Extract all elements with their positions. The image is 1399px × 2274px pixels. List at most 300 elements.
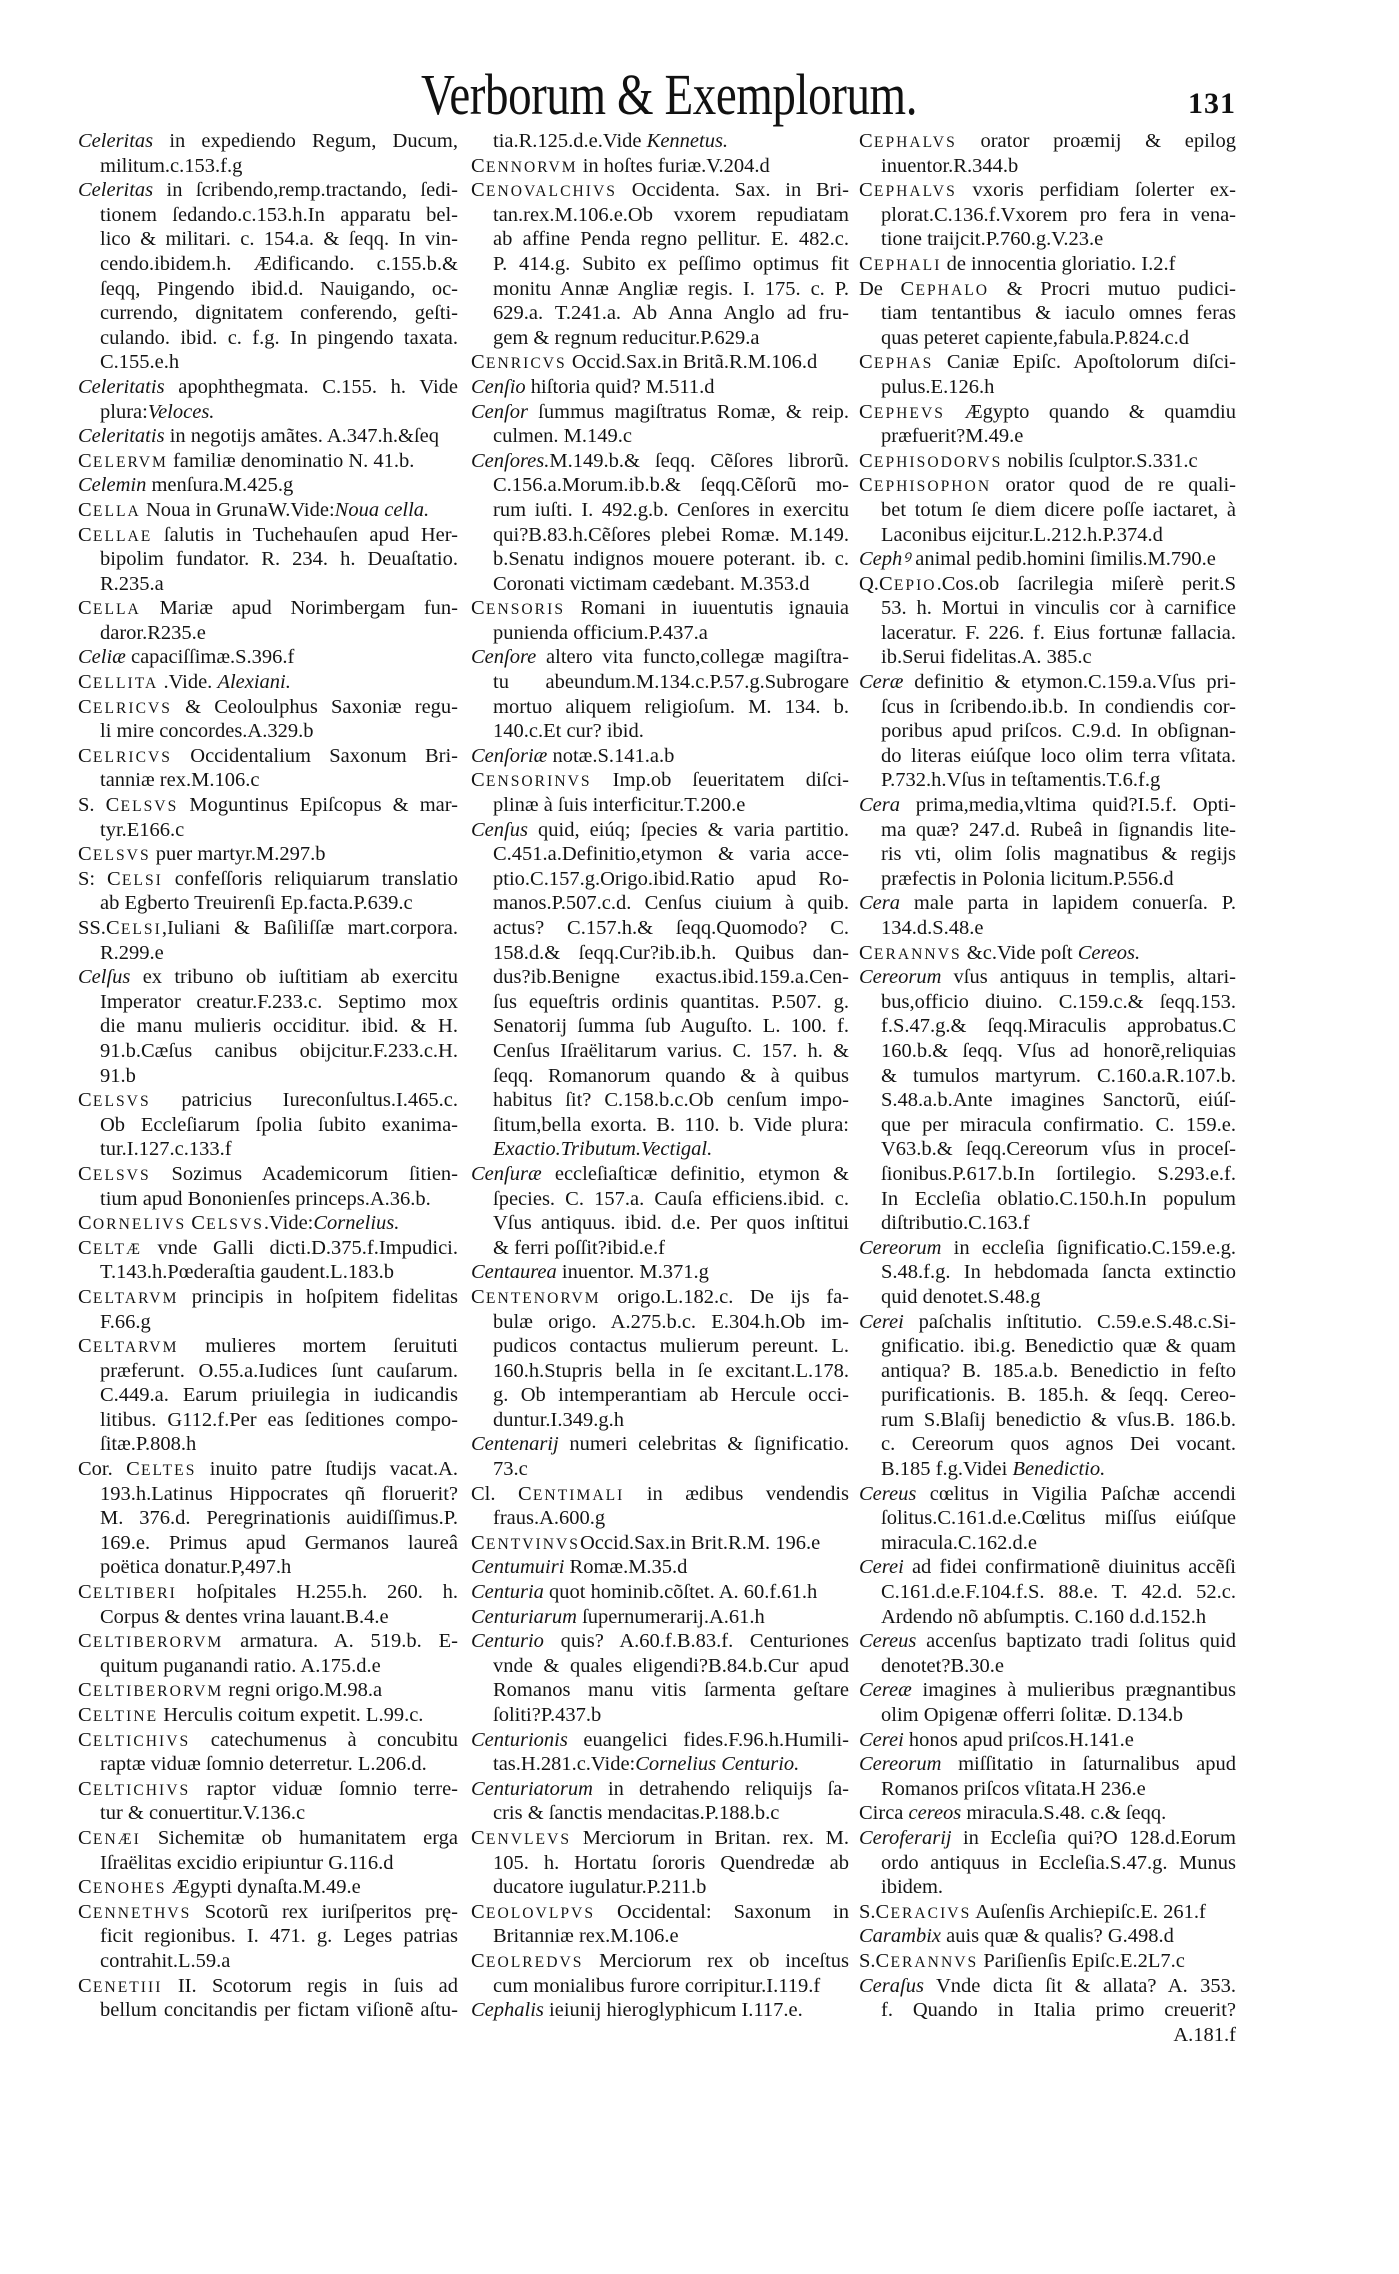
entry-line-text: f.S.47.g.& ſeqq.Miraculis approbatus.C bbox=[881, 1015, 1236, 1038]
entry-line bbox=[78, 768, 458, 793]
headword-rest: ENNETHVS bbox=[92, 1904, 192, 1922]
entry-line bbox=[471, 1137, 849, 1162]
entry-line bbox=[471, 818, 849, 843]
entry-line bbox=[471, 1432, 849, 1457]
entry-line-text: cum monialibus furore corripitur.I.119.f bbox=[493, 1974, 821, 1997]
headword-small-caps bbox=[471, 769, 592, 791]
entry-line-text: CENOHES Ægypti dynaſta.M.49.e bbox=[78, 1876, 361, 1899]
entry-line bbox=[859, 1113, 1236, 1138]
entry-line bbox=[859, 400, 1236, 425]
entry-line-text: pulus.E.126.h bbox=[881, 375, 995, 398]
entry-line bbox=[859, 449, 1236, 474]
entry-line-text: CEPHISOPHON orator quod de re quali- bbox=[859, 474, 1236, 497]
entry-line-text: laceratur. F. 226. f. Eius fortunæ fallacia. bbox=[881, 621, 1236, 644]
entry-line-text: Imperator creatur.F.233.c. Septimo mox bbox=[100, 990, 458, 1013]
entry-line-text: In Eccleſia oblatio.C.150.h.In populum bbox=[881, 1187, 1236, 1210]
headword-small-caps bbox=[876, 1950, 979, 1972]
entry-line bbox=[471, 1457, 849, 1482]
entry-line bbox=[78, 326, 458, 351]
entry-line-text: ptio.C.157.g.Origo.ibid.Ratio apud Ro- bbox=[493, 867, 849, 890]
entry-line-text: die manu mulieris occiditur. ibid. & H. bbox=[100, 1015, 458, 1038]
headword-rest: ENSORIS bbox=[485, 601, 566, 619]
italic-term: Cereorum bbox=[859, 966, 942, 989]
entry-line bbox=[859, 867, 1236, 892]
headword-rest: ELSVS bbox=[92, 1166, 151, 1184]
entry-line bbox=[859, 744, 1236, 769]
index-entry bbox=[78, 1703, 458, 1728]
headword-initial: C bbox=[875, 1949, 891, 1972]
entry-line bbox=[78, 1974, 458, 1999]
entry-line bbox=[471, 1654, 849, 1679]
entry-line bbox=[859, 1777, 1236, 1802]
italic-term: Centumuiri bbox=[471, 1556, 565, 1579]
entry-line-text: ſpecies. C. 157.a. Cauſa efficiens.ibid. c. bbox=[493, 1187, 849, 1210]
italic-term: Cereæ bbox=[859, 1679, 912, 1702]
entry-line-text: Britanniæ rex.M.106.e bbox=[493, 1925, 679, 1948]
entry-line-text: monitu Annæ Angliæ regis. I. 175. c. P. bbox=[493, 277, 849, 300]
index-entry bbox=[471, 818, 849, 1162]
headword-small-caps bbox=[78, 1335, 178, 1357]
headword-rest: ENTIMALI bbox=[532, 1486, 625, 1504]
entry-line-text: Circa cereos miracula.S.48. c.& ſeqq. bbox=[859, 1802, 1167, 1825]
headword-rest: ENTVINVS bbox=[485, 1535, 580, 1553]
entry-line bbox=[78, 1580, 458, 1605]
entry-line-text: P. 414.g. Subito ex peſſimo optimus fit bbox=[493, 252, 849, 275]
italic-term: Centenarij bbox=[471, 1433, 559, 1456]
entry-line bbox=[78, 227, 458, 252]
entry-line-text: CENSORIS Romani in iuuentutis ignauia bbox=[471, 597, 849, 620]
entry-line bbox=[78, 129, 458, 154]
headword-rest: ELTINE bbox=[92, 1708, 159, 1725]
headword-small-caps bbox=[78, 843, 151, 865]
entry-line bbox=[78, 1924, 458, 1949]
index-entry bbox=[78, 1334, 458, 1457]
entry-line bbox=[471, 1064, 849, 1089]
italic-term: Cenſio bbox=[471, 375, 526, 398]
entry-line bbox=[78, 670, 458, 695]
italic-term: Cenſoriæ bbox=[471, 744, 548, 767]
entry-line-text: Cenſoriæ notæ.S.141.a.b bbox=[471, 744, 675, 767]
headword-initial: C bbox=[78, 1728, 93, 1751]
entry-line-text: CELRICVS Occidentalium Saxonum Bri- bbox=[78, 744, 458, 767]
entry-line bbox=[859, 1457, 1236, 1482]
entry-line bbox=[78, 1629, 458, 1654]
entry-line bbox=[859, 203, 1236, 228]
entry-line bbox=[859, 523, 1236, 548]
entry-line bbox=[859, 277, 1236, 302]
entry-line-text: 105. h. Hortatu ſororis Quendredæ ab bbox=[493, 1851, 849, 1874]
index-entry bbox=[471, 1555, 849, 1580]
entry-line-text: vnde & quales eligendi?B.84.b.Cur apud bbox=[493, 1654, 849, 1677]
italic-term: Cera bbox=[859, 892, 900, 915]
entry-line-text: CELTÆ vnde Galli dicti.D.375.f.Impudici. bbox=[78, 1236, 458, 1259]
index-entry bbox=[78, 1236, 458, 1285]
entry-line-text: CEPHAS Caniæ Epiſc. Apoſtolorum diſci- bbox=[859, 351, 1236, 374]
headword-initial: C bbox=[859, 252, 874, 275]
entry-line-text: mortuo aliquem religioſum. M. 134. b. bbox=[493, 695, 849, 718]
entry-line bbox=[471, 1826, 849, 1851]
italic-term: Celeritas bbox=[78, 130, 154, 152]
entry-line-text: 53. h. Mortui in vinculis cor à carnifice bbox=[881, 597, 1236, 620]
italic-term: Celeritatis bbox=[78, 425, 165, 448]
entry-line-text: P.732.h.Vſus in teſtamentis.T.6.f.g bbox=[881, 769, 1161, 792]
entry-line-text: ſcus in ſcribendo.ib.b. In condiendis cor- bbox=[881, 695, 1236, 718]
entry-line bbox=[471, 449, 849, 474]
italic-term: Centurio bbox=[471, 1630, 544, 1653]
entry-line bbox=[859, 227, 1236, 252]
entry-line bbox=[471, 277, 849, 302]
headword-initial: C bbox=[78, 671, 93, 694]
entry-line-text: currendo, dignitatem conferendo, geſti- bbox=[100, 302, 458, 325]
headword-rest: ELTIBERORVM bbox=[92, 1683, 224, 1701]
italic-term: Alexiani. bbox=[217, 671, 291, 694]
headword-initial: C bbox=[78, 1089, 93, 1112]
entry-line-text: S: CELSI confeſſoris reliquiarum translatio bbox=[78, 867, 458, 890]
entry-line-text: ris vti, olim ſolis magnatibus & regijs bbox=[881, 843, 1236, 866]
entry-line bbox=[859, 1678, 1236, 1703]
entry-line bbox=[859, 154, 1236, 179]
headword-rest: EPHALVS bbox=[873, 183, 957, 201]
italic-term: Celiæ bbox=[78, 646, 126, 669]
headword-initial: C bbox=[191, 1212, 207, 1235]
headword-small-caps bbox=[78, 1729, 190, 1751]
headword-small-caps bbox=[876, 1901, 972, 1923]
headword-small-caps bbox=[859, 130, 957, 152]
headword-initial: C bbox=[78, 1581, 93, 1604]
index-entry bbox=[78, 523, 458, 597]
headword-initial: C bbox=[859, 130, 874, 152]
entry-line bbox=[859, 1752, 1236, 1777]
headword-initial: C bbox=[875, 1900, 891, 1923]
index-entry bbox=[859, 891, 1236, 940]
entry-line-text: & ferri poſſit?ibid.e.f bbox=[493, 1236, 665, 1259]
headword-small-caps bbox=[78, 499, 141, 521]
entry-line bbox=[471, 596, 849, 621]
headword-small-caps bbox=[471, 1827, 571, 1849]
headword-rest: EOLREDVS bbox=[485, 1953, 584, 1971]
index-entry bbox=[859, 1974, 1236, 2048]
entry-line bbox=[471, 178, 849, 203]
entry-line-text: actus? C.157.h.& ſeqq.Quomodo? C. bbox=[493, 917, 849, 939]
entry-line bbox=[78, 1777, 458, 1802]
entry-line bbox=[471, 1555, 849, 1580]
entry-line-text: Corpus & dentes vrina lauant.B.4.e bbox=[100, 1605, 389, 1628]
entry-line-text: bulæ origo. A.275.b.c. E.304.h.Ob im- bbox=[493, 1310, 849, 1333]
italic-term: Cornelius. bbox=[313, 1212, 400, 1235]
entry-line-text: tionem ſedando.c.153.h.In apparatu bel- bbox=[100, 203, 458, 226]
headword-small-caps bbox=[126, 1458, 196, 1480]
entry-line-text: 160.h.Stupris bella in ſe excitant.L.178. bbox=[493, 1359, 849, 1382]
entry-line bbox=[471, 1703, 849, 1728]
entry-line bbox=[471, 621, 849, 646]
index-entry bbox=[78, 842, 458, 867]
headword-small-caps bbox=[78, 1237, 142, 1259]
headword-initial: C bbox=[78, 1900, 93, 1923]
entry-line bbox=[471, 916, 849, 941]
index-entry bbox=[471, 129, 849, 154]
entry-line bbox=[78, 990, 458, 1015]
index-entry bbox=[78, 1285, 458, 1334]
entry-line-text: & tumulos martyrum. C.160.a.R.107.b. bbox=[881, 1064, 1236, 1087]
entry-line bbox=[471, 400, 849, 425]
entry-line-text: CELSVS puer martyr.M.297.b bbox=[78, 843, 326, 866]
entry-line bbox=[859, 424, 1236, 449]
entry-line-text: ib.Serui fidelitas.A. 385.c bbox=[881, 646, 1092, 669]
headword-initial: C bbox=[78, 1236, 93, 1259]
italic-term: Cornelius Centurio. bbox=[635, 1753, 800, 1776]
headword-small-caps bbox=[78, 1630, 223, 1652]
entry-line-text: bet totum ſe diem dicere poſſe iactaret, à bbox=[881, 498, 1236, 521]
page-number: 131 bbox=[1188, 87, 1236, 120]
entry-line-text: A.181.f bbox=[1173, 2023, 1236, 2046]
headword-initial: C bbox=[471, 769, 486, 792]
index-entry bbox=[78, 1900, 458, 1974]
entry-line-text: 140.c.Et cur? ibid. bbox=[493, 720, 644, 743]
entry-line bbox=[859, 301, 1236, 326]
headword-initial: C bbox=[78, 744, 93, 767]
entry-line bbox=[78, 1285, 458, 1310]
index-entry bbox=[859, 178, 1236, 252]
italic-term: Cephꝰ bbox=[859, 548, 911, 571]
entry-line-text: Centaurea inuentor. M.371.g bbox=[471, 1261, 709, 1284]
italic-term: Cenſore bbox=[471, 646, 537, 669]
headword-initial: C bbox=[900, 277, 916, 300]
index-entry bbox=[471, 375, 849, 400]
entry-line bbox=[78, 744, 458, 769]
entry-line bbox=[859, 1482, 1236, 1507]
index-entry bbox=[471, 1998, 849, 2023]
entry-line bbox=[859, 1974, 1236, 1999]
entry-line bbox=[78, 1310, 458, 1335]
entry-line bbox=[78, 1482, 458, 1507]
headword-rest: ELTICHIVS bbox=[92, 1781, 191, 1799]
entry-line-text: M. 376.d. Peregrinationis auidiſſimus.P. bbox=[100, 1507, 458, 1530]
entry-line bbox=[859, 1998, 1236, 2023]
headword-initial: C bbox=[78, 597, 93, 620]
entry-line-text: dus?ib.Benigne exactus.ibid.159.a.Cen- bbox=[493, 966, 849, 989]
entry-line bbox=[471, 744, 849, 769]
index-entry bbox=[859, 400, 1236, 449]
entry-line-text: Cereæ imagines à mulieribus prægnantibus bbox=[859, 1679, 1236, 1702]
entry-line-text: purificationis. B. 185.h. & ſeqq. Cereo- bbox=[881, 1384, 1236, 1407]
entry-line-text: tione traijcit.P.760.g.V.23.e bbox=[881, 228, 1104, 251]
index-entry bbox=[78, 375, 458, 424]
index-entry bbox=[78, 1777, 458, 1826]
headword-rest: EOLOVLPVS bbox=[485, 1904, 596, 1922]
entry-line-text: tia.R.125.d.e.Vide Kennetus. bbox=[493, 130, 729, 152]
headword-initial: C bbox=[78, 523, 93, 546]
entry-line bbox=[78, 301, 458, 326]
entry-line bbox=[78, 719, 458, 744]
headword-rest: EPHEVS bbox=[873, 404, 945, 422]
entry-line-text: præfuerit?M.49.e bbox=[881, 425, 1024, 448]
entry-line-text: habitus ſit? C.158.b.c.Ob cenſum impo- bbox=[493, 1089, 849, 1112]
entry-line-text: Laconibus eijcitur.L.212.h.P.374.d bbox=[881, 523, 1163, 546]
italic-term: Benedictio. bbox=[1012, 1458, 1106, 1481]
entry-line-text: C.451.a.Definitio,etymon & varia acce- bbox=[493, 843, 849, 866]
entry-line-text: 91.b bbox=[100, 1064, 136, 1087]
index-column-right bbox=[859, 129, 1236, 2047]
headword-rest: EPHALVS bbox=[873, 134, 957, 151]
index-entry bbox=[471, 1777, 849, 1826]
headword-small-caps bbox=[78, 450, 168, 472]
headword-rest: ELSVS bbox=[206, 1216, 264, 1234]
entry-line-text: CEPHALVS vxoris perfidiam ſolerter ex- bbox=[859, 179, 1236, 202]
entry-line-text: CEPHISODORVS nobilis ſculptor.S.331.c bbox=[859, 449, 1198, 472]
entry-line bbox=[859, 350, 1236, 375]
entry-line bbox=[78, 400, 458, 425]
headword-initial: C bbox=[859, 400, 874, 423]
entry-line bbox=[859, 916, 1236, 941]
entry-line bbox=[859, 1432, 1236, 1457]
entry-line-text: Cerei paſchalis inſtitutio. C.59.e.S.48.c.Si- bbox=[859, 1310, 1236, 1333]
index-entry bbox=[471, 1260, 849, 1285]
entry-line-text: Ceroferarij in Eccleſia qui?O 128.d.Eorum bbox=[859, 1826, 1236, 1849]
entry-line-text: CENNETHVS Scotorũ rex iuriſperitos prę- bbox=[78, 1900, 458, 1923]
index-entry bbox=[78, 1826, 458, 1875]
headword-small-caps bbox=[78, 1876, 167, 1898]
index-entry bbox=[859, 965, 1236, 1236]
entry-line bbox=[859, 1211, 1236, 1236]
entry-line bbox=[471, 695, 849, 720]
entry-line-text: Cenſus quid, eiúq; ſpecies & varia partitio. bbox=[471, 818, 849, 841]
index-entry bbox=[859, 1236, 1236, 1310]
index-entry bbox=[859, 1801, 1236, 1826]
entry-line-text: ſionibus.P.617.b.In ſortilegio. S.293.e.f. bbox=[881, 1162, 1236, 1185]
entry-line-text: tu abeundum.M.134.c.P.57.g.Subrogare bbox=[493, 671, 849, 694]
entry-line-text: gem & regnum reducitur.P.629.a bbox=[493, 326, 760, 349]
index-entry bbox=[471, 1531, 849, 1556]
index-entry bbox=[78, 867, 458, 916]
entry-line bbox=[471, 941, 849, 966]
entry-line-text: qui?B.83.h.Cẽſores plebei Romæ. M.149. bbox=[493, 523, 849, 546]
index-entry bbox=[78, 1728, 458, 1777]
entry-line-text: poëtica donatur.P,497.h bbox=[100, 1556, 292, 1579]
entry-line bbox=[859, 2023, 1236, 2048]
entry-line bbox=[78, 1457, 458, 1482]
entry-line-text: Centurionis euangelici fides.F.96.h.Humili- bbox=[471, 1728, 849, 1751]
entry-line-text: contrahit.L.59.a bbox=[100, 1949, 231, 1972]
entry-line-text: Q.CEPIO.Cos.ob ſacrilegia miſerè perit.S bbox=[859, 572, 1236, 595]
headword-small-caps bbox=[78, 524, 152, 546]
headword-small-caps bbox=[78, 671, 158, 693]
index-entry bbox=[859, 449, 1236, 474]
entry-line bbox=[859, 645, 1236, 670]
entry-line bbox=[859, 842, 1236, 867]
headword-small-caps bbox=[471, 155, 578, 177]
index-entry bbox=[859, 793, 1236, 891]
entry-line bbox=[859, 572, 1236, 597]
entry-line bbox=[78, 818, 458, 843]
italic-term: Ceroferarij bbox=[859, 1826, 952, 1849]
entry-line-text: plura:Veloces. bbox=[100, 400, 215, 423]
headword-small-caps bbox=[859, 401, 945, 423]
entry-line bbox=[859, 768, 1236, 793]
entry-line bbox=[78, 965, 458, 990]
entry-line bbox=[859, 1949, 1236, 1974]
entry-line-text: tur & conuertitur.V.136.c bbox=[100, 1802, 306, 1825]
entry-line bbox=[859, 1088, 1236, 1113]
index-entry bbox=[78, 744, 458, 793]
index-entry bbox=[859, 277, 1236, 351]
entry-line bbox=[78, 1432, 458, 1457]
entry-line-text: CENSORINVS Imp.ob ſeueritatem diſci- bbox=[471, 769, 849, 792]
entry-line-text: litibus. G112.f.Per eas ſeditiones compo- bbox=[100, 1408, 458, 1431]
italic-term: Ceræ bbox=[859, 671, 904, 694]
entry-line-text: Cenſore altero vita functo,collegæ magiſtra- bbox=[471, 646, 849, 669]
entry-line bbox=[78, 1801, 458, 1826]
entry-line bbox=[859, 1875, 1236, 1900]
entry-line-text: C.449.a. Earum priuilegia in iudicandis bbox=[100, 1384, 458, 1407]
entry-line-text: Romanos priſcos vſitata.H 236.e bbox=[881, 1777, 1146, 1800]
entry-line-text: CENÆI Sichemitæ ob humanitatem erga bbox=[78, 1826, 458, 1849]
entry-line-text: lico & militari. c. 154.a. & ſeqq. In vin- bbox=[100, 228, 458, 251]
entry-line bbox=[78, 473, 458, 498]
headword-small-caps bbox=[78, 1975, 162, 1997]
entry-line-text: S.48.f.g. In hebdomada ſancta extinctio bbox=[881, 1261, 1236, 1284]
headword-rest: ENVLEVS bbox=[485, 1830, 572, 1848]
entry-line bbox=[471, 301, 849, 326]
entry-line-text: duntur.I.349.g.h bbox=[493, 1408, 624, 1431]
entry-line-text: culando. ibid. c. f.g. In pingendo taxata. bbox=[100, 326, 458, 349]
entry-line-text: Cerei ad fidei confirmationẽ diuinitus accẽſi bbox=[859, 1556, 1236, 1579]
entry-line bbox=[78, 1236, 458, 1261]
entry-line bbox=[78, 1851, 458, 1876]
headword-rest: ELTIBERI bbox=[92, 1585, 177, 1603]
index-entry bbox=[471, 645, 849, 743]
entry-line-text: CELLITA .Vide. Alexiani. bbox=[78, 671, 291, 694]
entry-line bbox=[859, 695, 1236, 720]
index-entry bbox=[78, 473, 458, 498]
entry-line-text: Centenarij numeri celebritas & ſignificatio. bbox=[471, 1433, 849, 1456]
entry-line bbox=[859, 1703, 1236, 1728]
entry-line bbox=[78, 867, 458, 892]
entry-line-text: CELTICHIVS catechumenus à concubitu bbox=[78, 1728, 458, 1751]
entry-line-text: CELTICHIVS raptor viduæ ſomnio terre- bbox=[78, 1777, 458, 1800]
entry-line-text: ab affine Penda regno pellitur. E. 482.c. bbox=[493, 228, 849, 251]
entry-line bbox=[859, 498, 1236, 523]
entry-line-text: manos.P.507.c.d. Cenſus ciuium à quib. bbox=[493, 892, 849, 915]
headword-rest: EPHAS bbox=[873, 355, 934, 373]
headword-small-caps bbox=[471, 1950, 583, 1972]
entry-line-text: Carambix auis quæ & qualis? G.498.d bbox=[859, 1925, 1174, 1948]
headword-small-caps bbox=[471, 1532, 580, 1554]
entry-line-text: R.235.a bbox=[100, 572, 164, 595]
entry-line bbox=[859, 793, 1236, 818]
entry-line bbox=[471, 1728, 849, 1753]
index-entry bbox=[471, 1826, 849, 1900]
entry-line bbox=[471, 793, 849, 818]
headword-rest: EPHALO bbox=[915, 281, 990, 299]
entry-line bbox=[471, 326, 849, 351]
entry-line bbox=[471, 670, 849, 695]
entry-line-text: ordo antiquus in Eccleſia.S.47.g. Munus bbox=[881, 1851, 1236, 1874]
entry-line bbox=[859, 621, 1236, 646]
entry-line-text: quitum puganandi ratio. A.175.d.e bbox=[100, 1654, 381, 1677]
entry-line bbox=[78, 891, 458, 916]
entry-line-text: bus,officio diuino. C.159.c.& ſeqq.153. bbox=[881, 990, 1236, 1013]
headword-rest: ELTES bbox=[140, 1462, 197, 1480]
entry-line bbox=[78, 1654, 458, 1679]
entry-line bbox=[859, 1162, 1236, 1187]
index-entry bbox=[78, 695, 458, 744]
entry-line bbox=[78, 1334, 458, 1359]
italic-term: Kennetus. bbox=[646, 130, 729, 152]
index-entry bbox=[471, 1949, 849, 1998]
headword-initial: C bbox=[471, 179, 486, 202]
entry-line-text: tas.H.281.c.Vide:Cornelius Centurio. bbox=[493, 1753, 800, 1776]
headword-rest: ELTICHIVS bbox=[92, 1732, 191, 1750]
